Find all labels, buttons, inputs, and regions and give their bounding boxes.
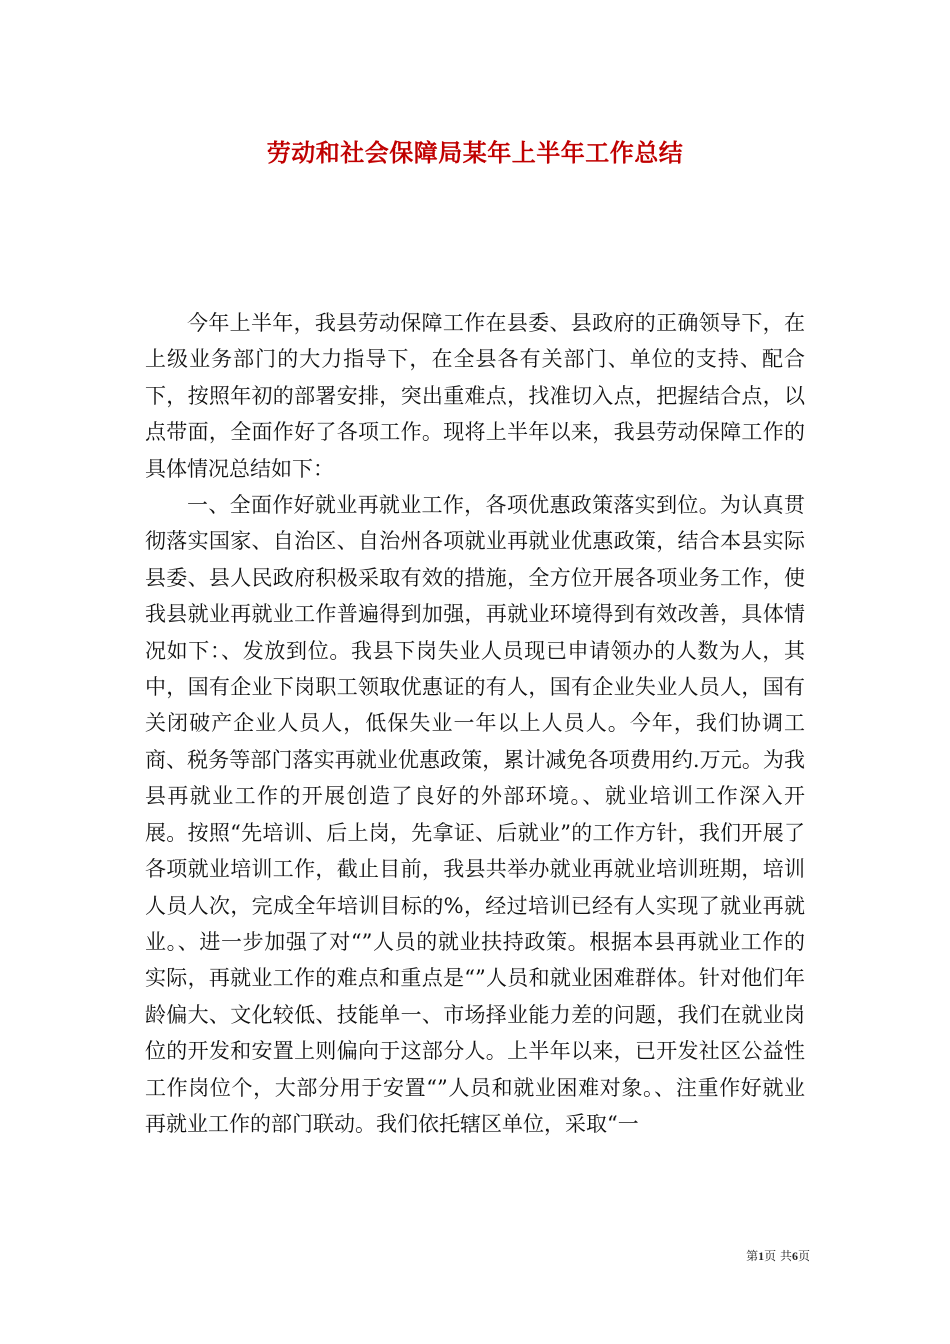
current-page-number: 1 — [758, 1249, 765, 1263]
section-one-paragraph: 一、全面作好就业再就业工作，各项优惠政策落实到位。为认真贯彻落实国家、自治区、自治州各项就业再就业优惠政策，结合本县实际县委、县人民政府积极采取有效的措施，全方位开展各项业务工作，使我县就业再就业工作普遍得到加强，再就业环境得到有效改善，具体情况如下：、发放到位。我县下岗失业人员现已申请领办的人数为人，其中，国有企业下岗职工领取优惠证的有人，国有企业失业人员人，国有关闭破产企业人员人，低保失业一年以上人员人。今年，我们协调工商、税务等部门落实再就业优惠政策，累计减免各项费用约.万元。为我县再就业工作的开展创造了良好的外部环境。、就业培训工作深入开展。按照“先培训、后上岗，先拿证、后就业”的工作方针，我们开展了各项就业培训工作，截止目前，我县共举办就业再就业培训班期，培训人员人次，完成全年培训目标的%，经过培训已经有人实现了就业再就业。、进一步加强了对“”人员的就业扶持政策。根据本县再就业工作的实际，再就业工作的难点和重点是“”人员和就业困难群体。针对他们年龄偏大、文化较低、技能单一、市场择业能力差的问题，我们在就业岗位的开发和安置上则偏向于这部分人。上半年以来，已开发社区公益性工作岗位个，大部分用于安置“”人员和就业困难对象。、注重作好就业再就业工作的部门联动。我们依托辖区单位，采取“一 — [145, 493, 805, 1136]
document-body — [145, 305, 805, 1142]
intro-paragraph: 今年上半年，我县劳动保障工作在县委、县政府的正确领导下，在上级业务部门的大力指导下，在全县各有关部门、单位的支持、配合下，按照年初的部署安排，突出重难点，找准切入点，把握结合点，以点带面，全面作好了各项工作。现将上半年以来，我县劳动保障工作的具体情况总结如下： — [145, 311, 805, 481]
footer-middle: 页 共 — [764, 1249, 792, 1263]
footer-suffix: 页 — [797, 1249, 810, 1263]
page-number-footer — [680, 1247, 810, 1264]
total-page-number: 6 — [791, 1249, 798, 1263]
document-title: 劳动和社会保障局某年上半年工作总结 — [266, 138, 684, 167]
footer-prefix: 第 — [746, 1249, 759, 1263]
